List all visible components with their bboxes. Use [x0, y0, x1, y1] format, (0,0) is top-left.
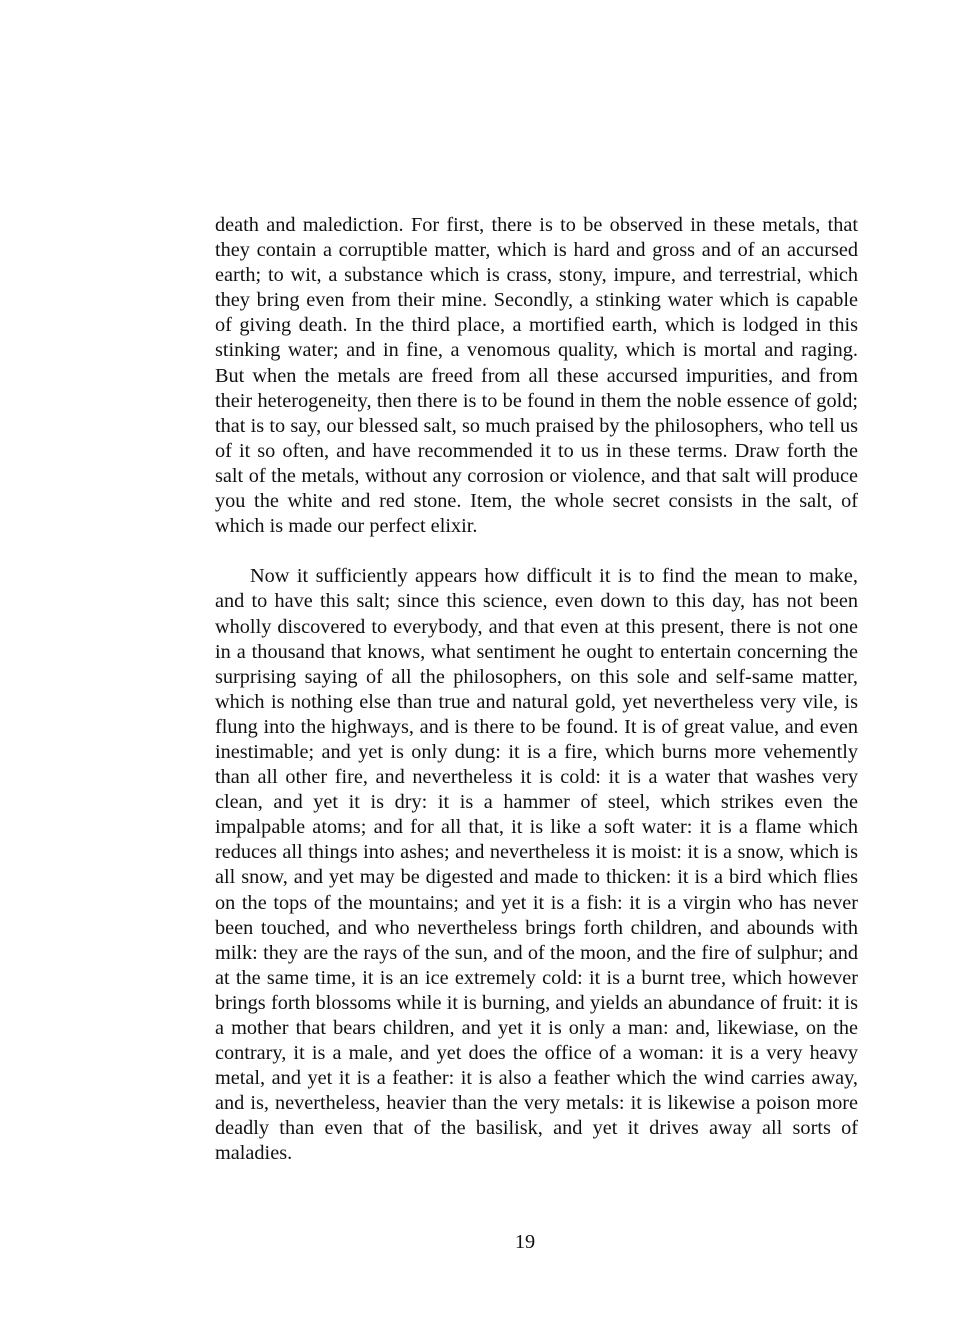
paragraph-continuation: death and malediction. For first, there is to be observed in these metals, that they contain a corruptible matter, which is hard and gross and of an accursed earth; to wit, a substance which is crass, stony, impure, and terrestrial, which they bring even from their mine. Secondly, a stinking water which is capable of giving death. In the third place, a mortified earth, which is lodged in this stinking water; and in fine, a venomous quality, which is mortal and raging. But when the metals are freed from all these accursed impurities, and from their heterogeneity, then there is to be found in them the noble essence of gold; that is to say, our blessed salt, so much praised by the philosophers, who tell us of it so often, and have recommended it to us in these terms. Draw forth the salt of the metals, without any corrosion or violence, and that salt will produce you the white and red stone. Item, the whole secret consists in the salt, of which is made our perfect elixir. — [215, 214, 858, 538]
body-text — [215, 213, 858, 1167]
paragraph: Now it sufficiently appears how difficult it is to find the mean to make, and to have this salt; since this science, even down to this day, has not been wholly discovered to everybody, and that even at this present, there is not one in a thousand that knows, what sentiment he ought to entertain concerning the surprising saying of all the philosophers, on this sole and self-same matter, which is nothing else than true and natural gold, yet nevertheless very vile, is flung into the highways, and is there to be found. It is of great value, and even inestimable; and yet is only dung: it is a fire, which burns more vehemently than all other fire, and nevertheless it is cold: it is a water that washes very clean, and yet it is dry: it is a hammer of steel, which strikes even the impalpable atoms; and for all that, it is like a soft water: it is a flame which reduces all things into ashes; and nevertheless it is moist: it is a snow, which is all snow, and yet may be digested and made to thicken: it is a bird which flies on the tops of the mountains; and yet it is a fish: it is a virgin who has never been touched, and who nevertheless brings forth children, and abounds with milk: they are the rays of the sun, and of the moon, and the fire of sulphur; and at the same time, it is an ice extremely cold: it is a burnt tree, which however brings forth blossoms while it is burning, and yields an abundance of fruit: it is a mother that bears children, and yet it is only a man: and, likewiase, on the contrary, it is a male, and yet does the office of a woman: it is a very heavy metal, and yet it is a feather: it is also a feather which the wind carries away, and is, nevertheless, heavier than the very metals: it is likewise a poison more deadly than even that of the basilisk, and yet it drives away all sorts of maladies. — [215, 565, 858, 1165]
page-number: 19 — [514, 1231, 536, 1253]
